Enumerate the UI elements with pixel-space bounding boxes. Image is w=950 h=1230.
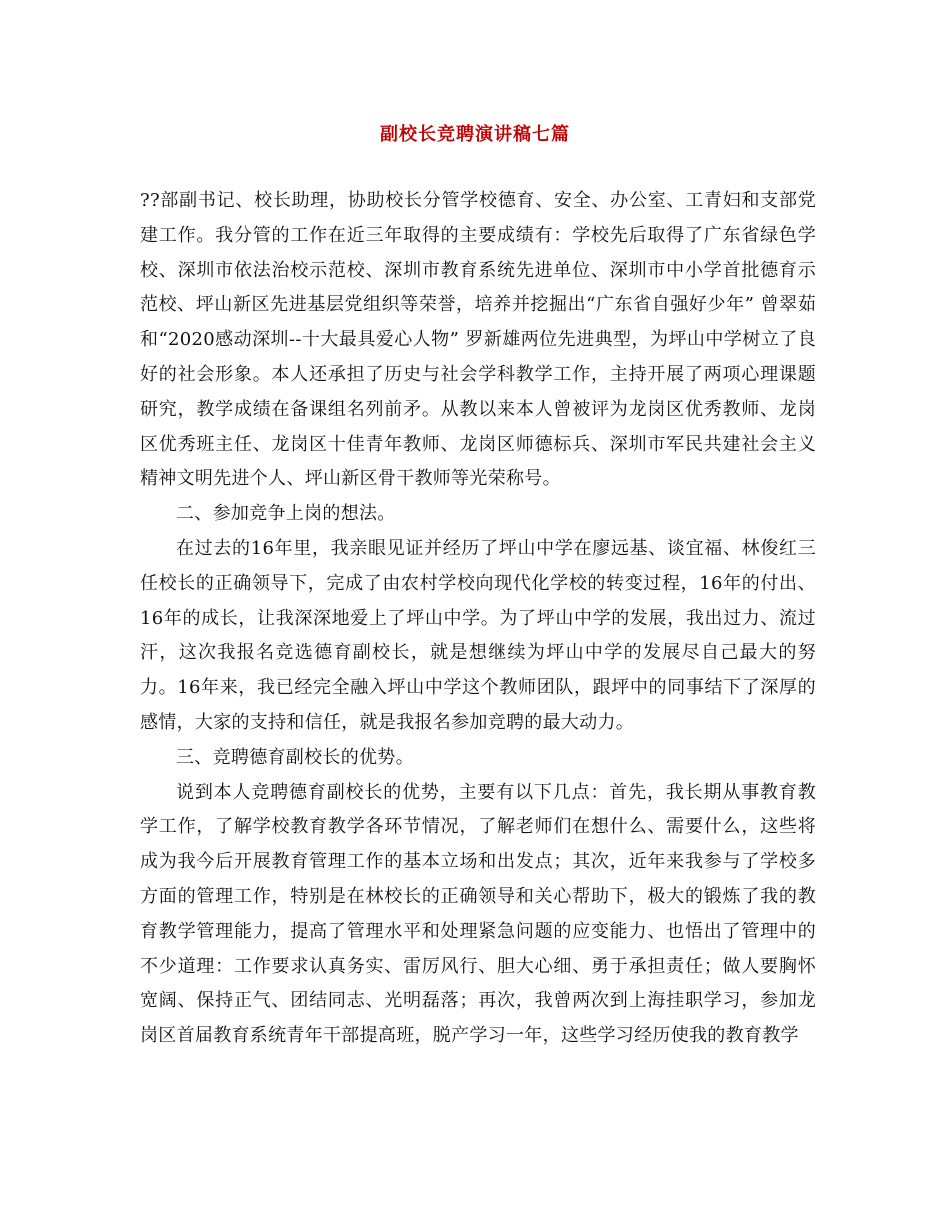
document-body — [140, 184, 816, 1054]
paragraph: 说到本人竞聘德育副校长的优势，主要有以下几点：首先，我长期从事教育教学工作，了解学校教育教学各环节情况，了解老师们在想什么、需要什么，这些将成为我今后开展教育管理工作的基本立场和出发点；其次，近年来我参与了学校多方面的管理工作，特别是在林校长的正确领导和关心帮助下，极大的锻炼了我的教育教学管理能力，提高了管理水平和处理紧急问题的应变能力、也悟出了管理中的不少道理：工作要求认真务实、雷厉风行、胆大心细、勇于承担责任；做人要胸怀宽阔、保持正气、团结同志、光明磊落；再次，我曾两次到上海挂职学习，参加龙岗区首届教育系统青年干部提高班，脱产学习一年，这些学习经历使我的教育教学 — [140, 781, 816, 1047]
paragraph: 在过去的16年里，我亲眼见证并经历了坪山中学在廖远基、谈宜福、林俊红三任校长的正确领导下，完成了由农村学校向现代化学校的转变过程，16年的付出、16年的成长，让我深深地爱上了坪山中学。为了坪山中学的发展，我出过力、流过汗，这次我报名竞选德育副校长，就是想继续为坪山中学的发展尽自己最大的努力。16年来，我已经完全融入坪山中学这个教师团队，跟坪中的同事结下了深厚的感情，大家的支持和信任，就是我报名参加竞聘的最大动力。 — [140, 537, 816, 733]
section-heading: 三、竞聘德育副校长的优势。 — [176, 746, 414, 768]
document-title: 副校长竞聘演讲稿七篇 — [380, 124, 570, 145]
paragraph: ??部副书记、校长助理，协助校长分管学校德育、安全、办公室、工青妇和支部党建工作。我分管的工作在近三年取得的主要成绩有：学校先后取得了广东省绿色学校、深圳市依法治校示范校、深圳市教育系统先进单位、深圳市中小学首批德育示范校、坪山新区先进基层党组织等荣誉，培养并挖掘出“广东省自强好少年” 曾翠茹和“2020感动深圳--十大最具爱心人物” 罗新雄两位先进典型，为坪山中学树立了良好的社会形象。本人还承担了历史与社会学科教学工作，主持开展了两项心理课题研究，教学成绩在备课组名列前矛。从教以来本人曾被评为龙岗区优秀教师、龙岗区优秀班主任、龙岗区十佳青年教师、龙岗区师德标兵、深圳市军民共建社会主义精神文明先进个人、坪山新区骨干教师等光荣称号。 — [140, 190, 816, 490]
section-heading: 二、参加竞争上岗的想法。 — [176, 503, 396, 525]
